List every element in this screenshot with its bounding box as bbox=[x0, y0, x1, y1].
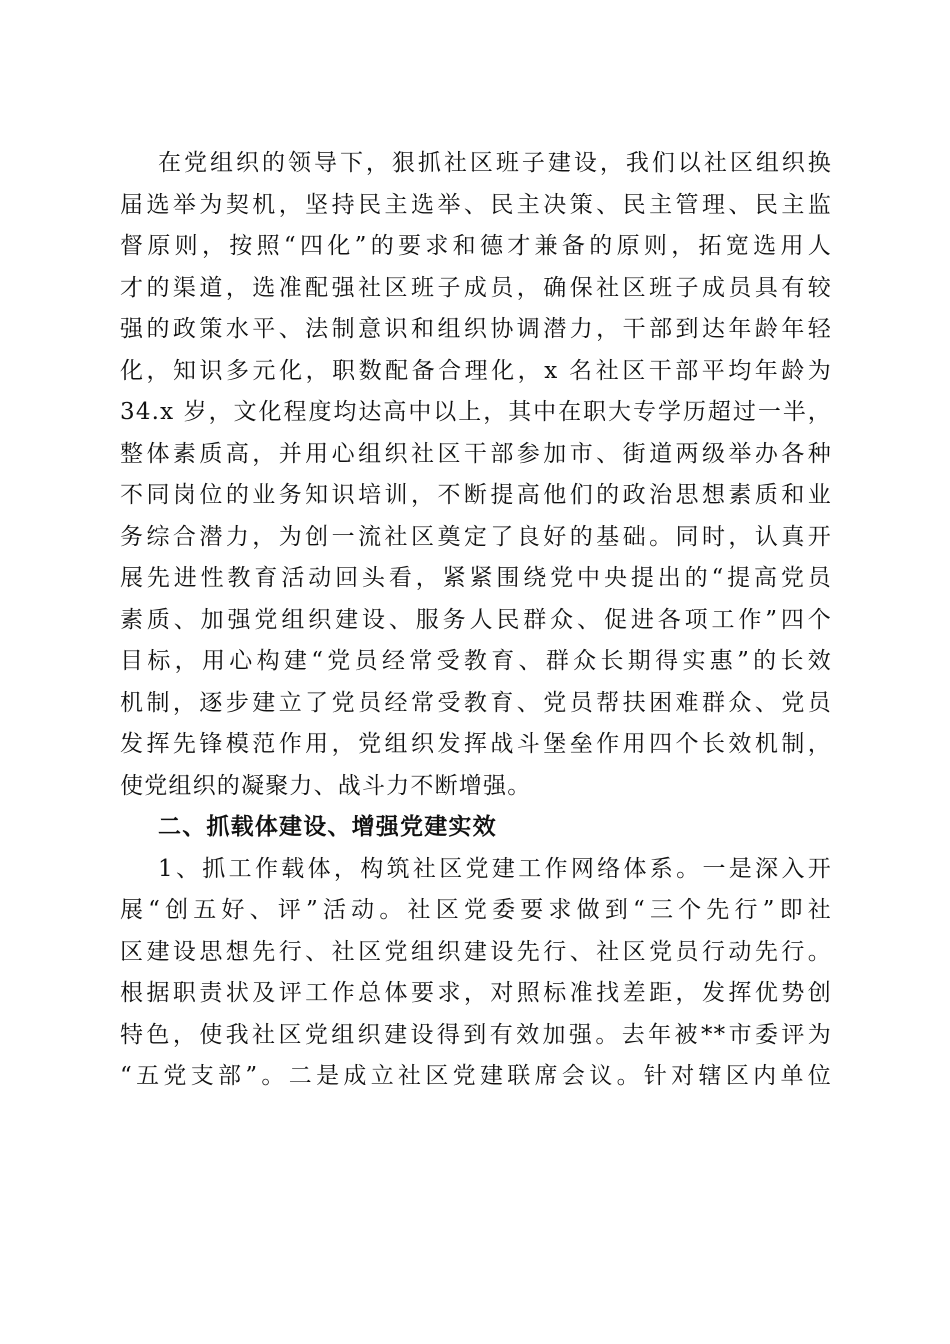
section-heading: 二、抓载体建设、增强党建实效 bbox=[158, 814, 497, 840]
paragraph-line: “五党支部”。二是成立社区党建联席会议。针对辖区内单位 bbox=[120, 1063, 832, 1089]
paragraph-line: 务综合潜力，为创一流社区奠定了良好的基础。同时，认真开 bbox=[120, 523, 832, 550]
paragraph-line: 发挥先锋模范作用，党组织发挥战斗堡垒作用四个长效机制， bbox=[120, 731, 832, 757]
paragraph-line: 届选举为契机，坚持民主选举、民主决策、民主管理、民主监 bbox=[120, 191, 832, 218]
paragraph-line: 34.x 岁，文化程度均达高中以上，其中在职大专学历超过一半， bbox=[120, 399, 832, 425]
paragraph-line: 机制，逐步建立了党员经常受教育、党员帮扶困难群众、党员 bbox=[120, 689, 832, 716]
paragraph-line: 在党组织的领导下，狠抓社区班子建设，我们以社区组织换 bbox=[158, 150, 832, 176]
paragraph-line: 1、抓工作载体，构筑社区党建工作网络体系。一是深入开 bbox=[158, 855, 832, 882]
document-body bbox=[120, 143, 832, 1098]
paragraph-line: 督原则，按照“四化”的要求和德才兼备的原则，拓宽选用人 bbox=[120, 233, 832, 259]
paragraph-line: 区建设思想先行、社区党组织建设先行、社区党员行动先行。 bbox=[120, 938, 832, 965]
paragraph-line: 展先进性教育活动回头看，紧紧围绕党中央提出的“提高党员 bbox=[120, 565, 832, 591]
paragraph-line: 化，知识多元化，职数配备合理化，x 名社区干部平均年龄为 bbox=[120, 357, 832, 384]
paragraph-line: 整体素质高，并用心组织社区干部参加市、街道两级举办各种 bbox=[120, 440, 832, 467]
paragraph-line: 展“创五好、评”活动。社区党委要求做到“三个先行”即社 bbox=[120, 897, 832, 923]
paragraph-line: 目标，用心构建“党员经常受教育、群众长期得实惠”的长效 bbox=[120, 648, 832, 674]
paragraph-line: 强的政策水平、法制意识和组织协调潜力，干部到达年龄年轻 bbox=[120, 316, 832, 342]
paragraph-1 bbox=[120, 143, 832, 807]
paragraph-line: 根据职责状及评工作总体要求，对照标准找差距，发挥优势创 bbox=[120, 980, 832, 1006]
paragraph-line: 特色，使我社区党组织建设得到有效加强。去年被**市委评为 bbox=[120, 1021, 832, 1048]
paragraph-line: 才的渠道，选准配强社区班子成员，确保社区班子成员具有较 bbox=[120, 274, 832, 301]
paragraph-2 bbox=[120, 849, 832, 1098]
paragraph-line: 素质、加强党组织建设、服务人民群众、促进各项工作”四个 bbox=[120, 606, 832, 633]
paragraph-line: 使党组织的凝聚力、战斗力不断增强。 bbox=[120, 772, 532, 799]
paragraph-line: 不同岗位的业务知识培训，不断提高他们的政治思想素质和业 bbox=[120, 482, 832, 508]
